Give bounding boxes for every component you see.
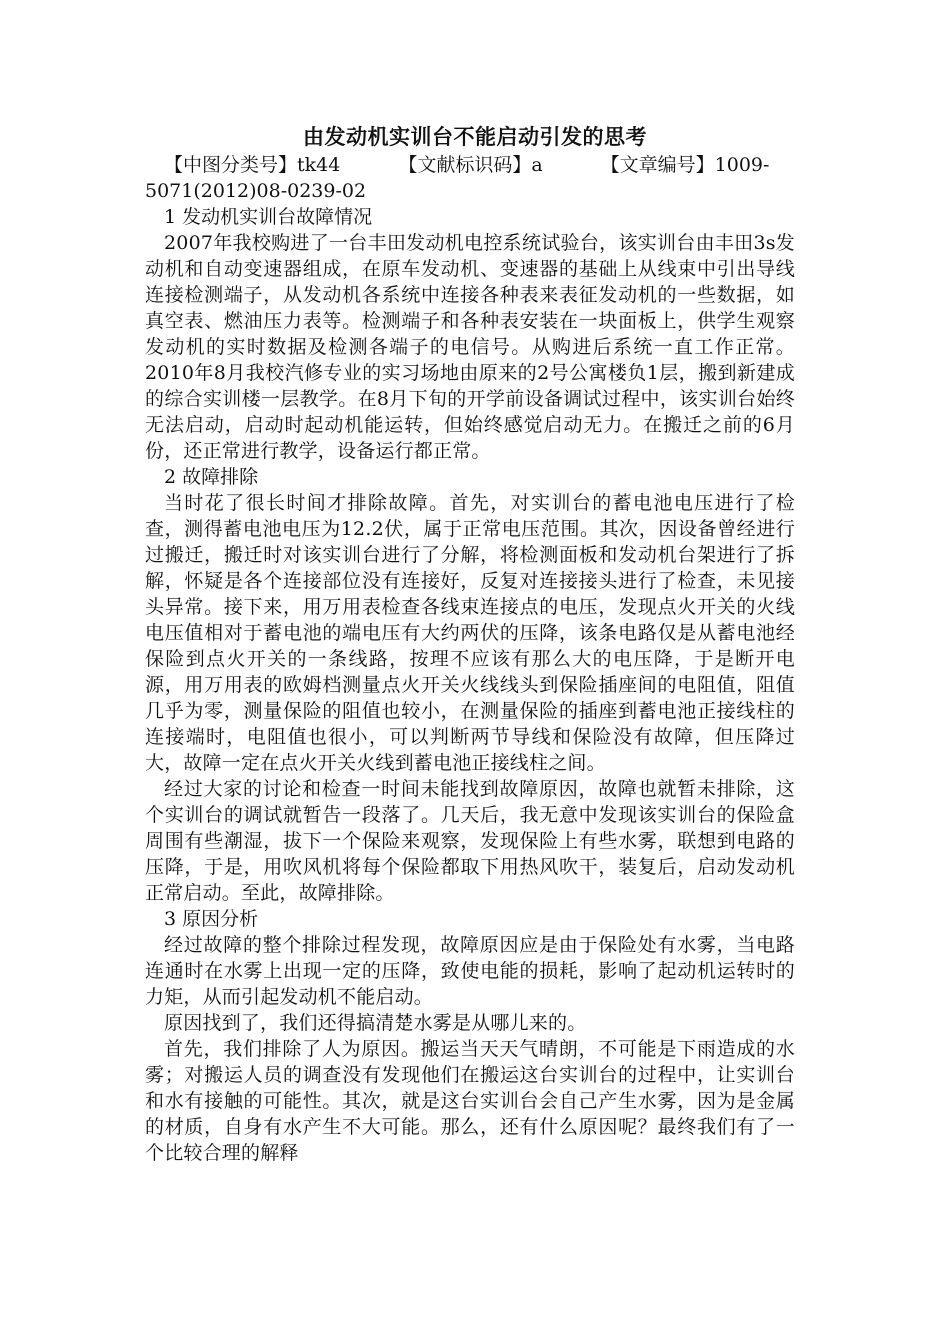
section-3-paragraph-3: 首先，我们排除了人为原因。搬运当天天气晴朗，不可能是下雨造成的水雾；对搬运人员的调查没有发现他们在搬运这台实训台的过程中，让实训台和水有接触的可能性。其次，就是这台实训台会自己产生水雾，因为是金属的材质，自身有水产生不大可能。那么，还有什么原因呢？最终我们有了一个比较合理的解释	[145, 1038, 795, 1164]
clc-label: 【中图分类号】tk44	[164, 154, 341, 176]
section-3-paragraph-2: 原因找到了，我们还得搞清楚水雾是从哪儿来的。	[164, 1012, 587, 1034]
section-3-paragraph-1: 经过故障的整个排除过程发现，故障原因应是由于保险处有水雾，当电路连通时在水雾上出现一定的压降，致使电能的损耗，影响了起动机运转时的力矩，从而引起发动机不能启动。	[145, 934, 795, 1008]
section-heading-1: 1 发动机实训台故障情况	[164, 206, 373, 228]
section-2-paragraph-1: 当时花了很长时间才排除故障。首先，对实训台的蓄电池电压进行了检查，测得蓄电池电压为12.2伏，属于正常电压范围。其次，因设备曾经进行过搬迁，搬迁时对该实训台进行了分解，将检测面板和发动机台架进行了拆解，怀疑是各个连接部位没有连接好，反复对连接接头进行了检查，未见接头异常。接下来，用万用表检查各线束连接点的电压，发现点火开关的火线电压值相对于蓄电池的端电压有大约两伏的压降，该条电路仅是从蓄电池经保险到点火开关的一条线路，按理不应该有那么大的电压降，于是断开电源，用万用表的欧姆档测量点火开关火线线头到保险插座间的电阻值，阻值几乎为零，测量保险的阻值也较小，在测量保险的插座到蓄电池正接线柱的连接端时，电阻值也很小，可以判断两节导线和保险没有故障，但压降过大，故障一定在点火开关火线到蓄电池正接线柱之间。	[145, 492, 795, 774]
section-heading-2: 2 故障排除	[164, 466, 259, 488]
document-title: 由发动机实训台不能启动引发的思考	[303, 125, 647, 149]
section-heading-3: 3 原因分析	[164, 908, 259, 930]
article-no-label: 【文章编号】1009-5071(2012)08-0239-02	[145, 154, 770, 202]
section-1-paragraph-1: 2007年我校购进了一台丰田发动机电控系统试验台，该实训台由丰田3s发动机和自动变速器组成，在原车发动机、变速器的基础上从线束中引出导线连接检测端子，从发动机各系统中连接各种表来表征发动机的一些数据，如真空表、燃油压力表等。检测端子和各种表安装在一块面板上，供学生观察发动机的实时数据及检测各端子的电信号。从购进后系统一直工作正常。2010年8月我校汽修专业的实习场地由原来的2号公寓楼负1层，搬到新建成的综合实训楼一层教学。在8月下旬的开学前设备调试过程中，该实训台始终无法启动，启动时起动机能运转，但始终感觉启动无力。在搬迁之前的6月份，还正常进行教学，设备运行都正常。	[145, 232, 795, 462]
article-meta	[145, 152, 795, 204]
document-page	[145, 122, 795, 1166]
doc-code-label: 【文献标识码】a	[398, 154, 543, 176]
section-2-paragraph-2: 经过大家的讨论和检查一时间未能找到故障原因，故障也就暂未排除，这个实训台的调试就暂告一段落了。几天后，我无意中发现该实训台的保险盒周围有些潮湿，拔下一个保险来观察，发现保险上有些水雾，联想到电路的压降，于是，用吹风机将每个保险都取下用热风吹干，装复后，启动发动机正常启动。至此，故障排除。	[145, 778, 795, 904]
